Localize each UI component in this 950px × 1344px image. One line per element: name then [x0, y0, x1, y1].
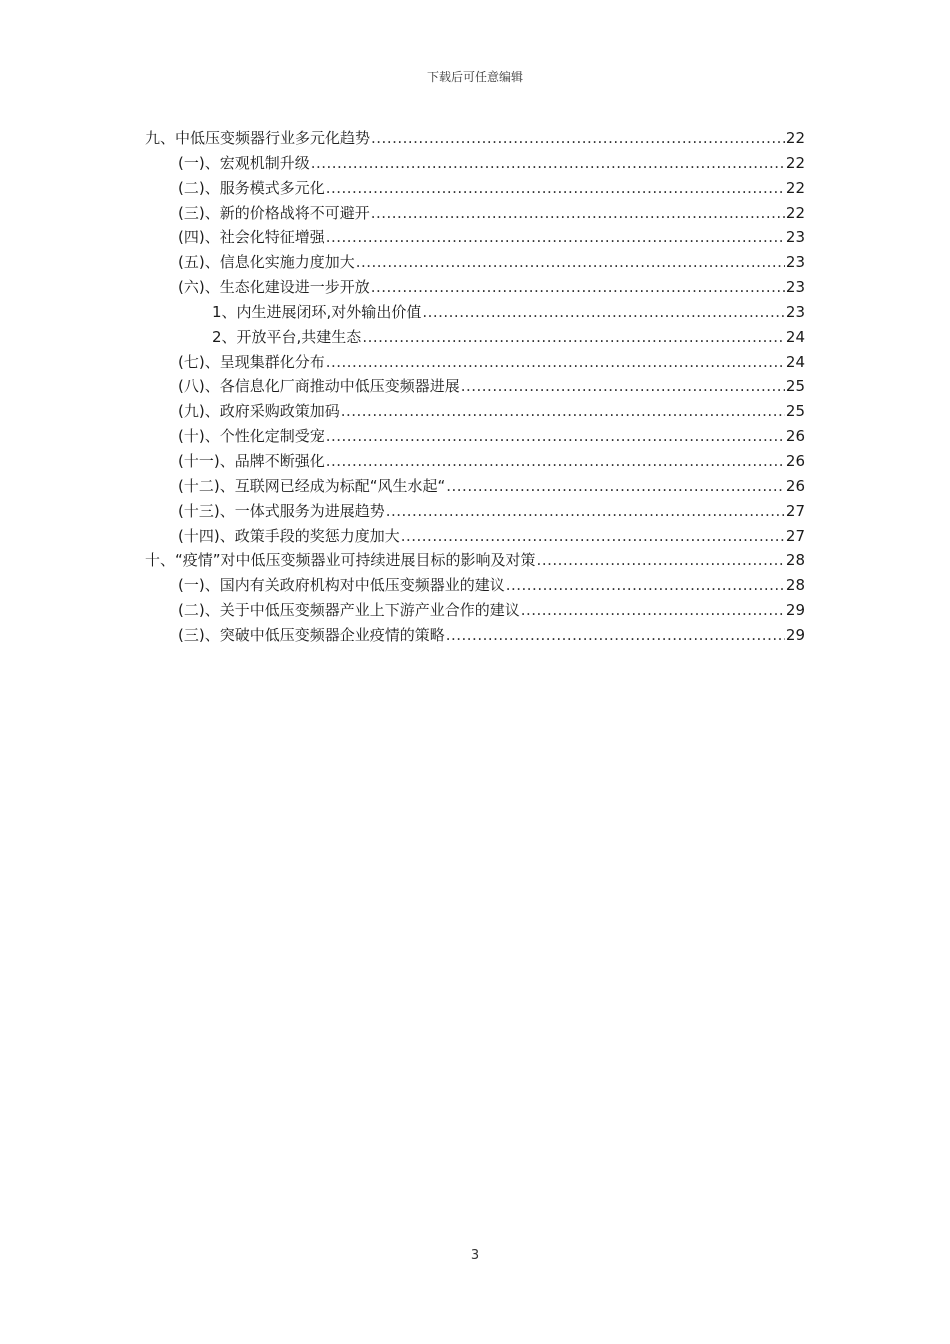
toc-entry-title: (八)、各信息化厂商推动中低压变频器进展: [178, 377, 460, 396]
toc-dot-leader: [521, 598, 785, 623]
toc-dot-leader: [326, 424, 785, 449]
toc-entry-title: (四)、社会化特征增强: [178, 228, 325, 247]
toc-entry-page: 28: [785, 551, 805, 570]
toc-entry[interactable]: [145, 126, 805, 151]
toc-entry-page: 28: [785, 576, 805, 595]
toc-entry-page: 23: [785, 302, 805, 321]
toc-entry[interactable]: [145, 548, 805, 573]
toc-entry-title: (十二)、互联网已经成为标配“风生水起“: [178, 476, 446, 495]
toc-entry-title: (九)、政府采购政策加码: [178, 402, 340, 421]
toc-entry-title: (二)、关于中低压变频器产业上下游产业合作的建议: [178, 601, 520, 620]
toc-entry-title: 十、“疫情”对中低压变频器业可持续进展目标的影响及对策: [145, 551, 536, 570]
toc-dot-leader: [311, 151, 785, 176]
toc-entry-title: (五)、信息化实施力度加大: [178, 253, 355, 272]
toc-entry-page: 26: [785, 427, 805, 446]
table-of-contents: [145, 126, 805, 648]
toc-entry[interactable]: [145, 598, 805, 623]
toc-dot-leader: [362, 325, 785, 350]
toc-dot-leader: [446, 474, 785, 499]
toc-dot-leader: [506, 573, 785, 598]
toc-dot-leader: [326, 176, 785, 201]
toc-entry[interactable]: [145, 399, 805, 424]
toc-entry-page: 23: [785, 278, 805, 297]
toc-entry-title: (三)、新的价格战将不可避开: [178, 203, 370, 222]
toc-entry[interactable]: [145, 374, 805, 399]
toc-entry[interactable]: [145, 350, 805, 375]
toc-entry-page: 22: [785, 178, 805, 197]
toc-entry-page: 23: [785, 253, 805, 272]
toc-entry-page: 24: [785, 352, 805, 371]
toc-entry[interactable]: [145, 623, 805, 648]
toc-entry[interactable]: [145, 275, 805, 300]
toc-entry-page: 25: [785, 377, 805, 396]
toc-dot-leader: [371, 201, 785, 226]
toc-entry[interactable]: [145, 176, 805, 201]
toc-entry[interactable]: [145, 573, 805, 598]
toc-entry[interactable]: [145, 325, 805, 350]
toc-dot-leader: [326, 225, 785, 250]
toc-entry-page: 22: [785, 153, 805, 172]
toc-entry-page: 24: [785, 327, 805, 346]
toc-entry-page: 26: [785, 451, 805, 470]
toc-entry-page: 22: [785, 129, 805, 147]
toc-dot-leader: [422, 300, 785, 325]
toc-entry-title: (十一)、品牌不断强化: [178, 451, 325, 470]
toc-dot-leader: [446, 623, 785, 648]
toc-entry[interactable]: [145, 151, 805, 176]
toc-entry[interactable]: [145, 201, 805, 226]
toc-dot-leader: [356, 250, 785, 275]
toc-entry-title: 1、内生进展闭环,对外输出价值: [212, 302, 422, 321]
toc-entry-title: (十)、个性化定制受宠: [178, 427, 325, 446]
toc-entry-title: (六)、生态化建设进一步开放: [178, 278, 370, 297]
toc-dot-leader: [461, 374, 785, 399]
toc-entry-title: (一)、国内有关政府机构对中低压变频器业的建议: [178, 576, 505, 595]
toc-entry-page: 27: [785, 501, 805, 520]
toc-entry[interactable]: [145, 499, 805, 524]
toc-dot-leader: [401, 524, 785, 549]
toc-entry-page: 29: [785, 625, 805, 644]
toc-entry-page: 22: [785, 203, 805, 222]
toc-entry[interactable]: [145, 250, 805, 275]
toc-entry-title: 九、中低压变频器行业多元化趋势: [145, 129, 371, 147]
toc-entry-title: (一)、宏观机制升级: [178, 153, 310, 172]
toc-dot-leader: [537, 548, 785, 573]
toc-entry-page: 29: [785, 601, 805, 620]
page-number: 3: [470, 1248, 480, 1263]
toc-entry-title: (十四)、政策手段的奖惩力度加大: [178, 526, 400, 545]
toc-entry-page: 26: [785, 476, 805, 495]
toc-dot-leader: [371, 275, 785, 300]
toc-dot-leader: [386, 499, 785, 524]
toc-dot-leader: [326, 449, 785, 474]
toc-entry-page: 25: [785, 402, 805, 421]
toc-dot-leader: [371, 126, 785, 151]
toc-entry-page: 23: [785, 228, 805, 247]
toc-dot-leader: [341, 399, 785, 424]
toc-entry-title: (七)、呈现集群化分布: [178, 352, 325, 371]
toc-entry[interactable]: [145, 424, 805, 449]
toc-entry-title: (二)、服务模式多元化: [178, 178, 325, 197]
toc-entry-page: 27: [785, 526, 805, 545]
toc-entry[interactable]: [145, 300, 805, 325]
toc-entry-title: (三)、突破中低压变频器企业疫情的策略: [178, 625, 445, 644]
toc-entry-title: 2、开放平台,共建生态: [212, 327, 362, 346]
toc-dot-leader: [326, 350, 785, 375]
toc-entry[interactable]: [145, 524, 805, 549]
page-header: 下载后可任意编辑: [426, 70, 523, 84]
toc-entry-title: (十三)、一体式服务为进展趋势: [178, 501, 385, 520]
toc-entry[interactable]: [145, 474, 805, 499]
toc-entry[interactable]: [145, 449, 805, 474]
toc-entry[interactable]: [145, 225, 805, 250]
